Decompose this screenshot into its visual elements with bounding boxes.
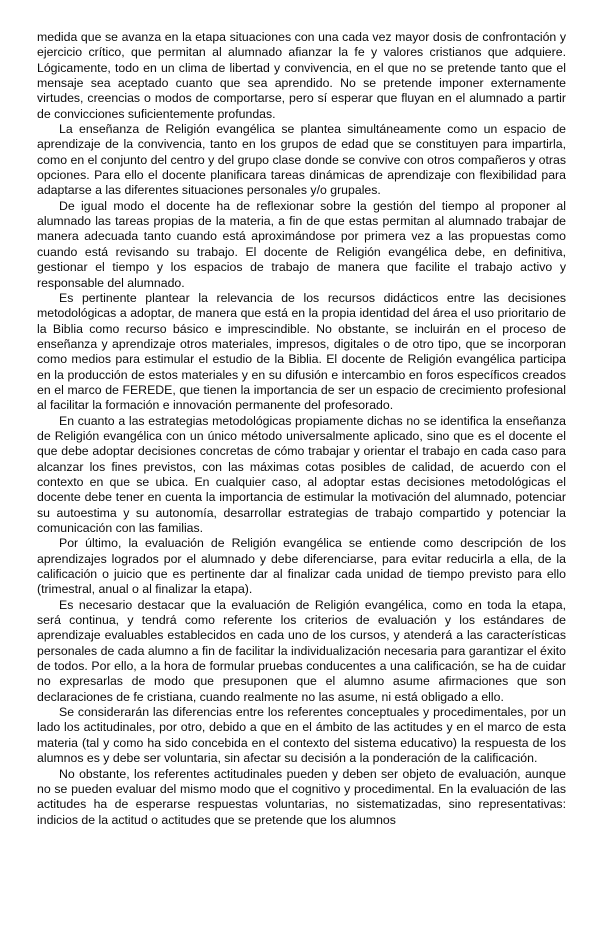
paragraph: medida que se avanza en la etapa situaciones con una cada vez mayor dosis de confrontación y ejercicio crítico, que permitan al alumnado afianzar la fe y valores cristianos que adquiere. Lógicamente, todo en un clima de libertad y convivencia, en el que no se pretende tanto que el mensaje sea aceptado cuanto que sea aprendido. No se pretende imponer externamente virtudes, creencias o modos de comportarse, pero sí esperar que fluyan en el alumnado a partir de convicciones suficientemente profundas. bbox=[37, 30, 566, 121]
paragraph: Es necesario destacar que la evaluación de Religión evangélica, como en toda la etapa, será continua, y tendrá como referente los criterios de evaluación y los estándares de aprendizaje evaluables establecidos en cada uno de los cursos, y atenderá a las características personales de cada alumno a fin de facilitar la individualización necesaria para garantizar el éxito de todos. Por ello, a la hora de formular pruebas conducentes a una calificación, se ha de cuidar no expresarlas de modo que presuponen que el alumno asume afirmaciones que son declaraciones de fe cristiana, cuando realmente no las asume, ni está obligado a ello. bbox=[37, 597, 566, 704]
paragraph: Es pertinente plantear la relevancia de los recursos didácticos entre las decisiones metodológicas a adoptar, de manera que está en la propia identidad del área el uso prioritario de la Biblia como recurso básico e imprescindible. No obstante, se incluirán en el proceso de enseñanza y aprendizaje otros materiales, impresos, digitales o de otro tipo, que se incorporan como medios para estimular el estudio de la Biblia. El docente de Religión evangélica participa en la producción de estos materiales y en su difusión e intercambio en foros específicos creados en el marco de FEREDE, que tienen la importancia de ser un espacio de crecimiento profesional al facilitar la formación e innovación permanente del profesorado. bbox=[37, 290, 566, 413]
paragraph: Por último, la evaluación de Religión evangélica se entiende como descripción de los aprendizajes logrados por el alumnado y debe diferenciarse, para evitar reducirla a ella, de la calificación o juicio que es pertinente dar al finalizar cada unidad de tiempo previsto para ello (trimestral, anual o al finalizar la etapa). bbox=[37, 536, 566, 597]
paragraph: Se considerarán las diferencias entre los referentes conceptuales y procedimentales, por un lado los actitudinales, por otro, debido a que en el ámbito de las actitudes y en el marco de esta materia (tal y como ha sido concebida en el contexto del sistema educativo) la respuesta de los alumnos es y debe ser voluntaria, sin afectar su decisión a la ponderación de la calificación. bbox=[37, 705, 566, 766]
paragraph: La enseñanza de Religión evangélica se plantea simultáneamente como un espacio de aprendizaje de la convivencia, tanto en los grupos de edad que se constituyen para impartirla, como en el conjunto del centro y del grupo clase donde se convive con otros compañeros y otras opciones. Para ello el docente planificara tareas dinámicas de aprendizaje con flexibilidad para adaptarse a las diferentes situaciones personales y/o grupales. bbox=[37, 122, 566, 198]
paragraph: No obstante, los referentes actitudinales pueden y deben ser objeto de evaluación, aunque no se pueden evaluar del mismo modo que el cognitivo y procedimental. En la evaluación de las actitudes ha de esperarse respuestas voluntarias, no sistematizadas, sino representativas: indicios de la actitud o actitudes que se pretende que los alumnos bbox=[37, 766, 566, 827]
paragraph: En cuanto a las estrategias metodológicas propiamente dichas no se identifica la enseñanza de Religión evangélica con un único método universalmente aplicado, sino que es el docente el que debe adoptar decisiones concretas de cómo trabajar y orientar el trabajo en cada caso para alcanzar los fines previstos, con las máximas cotas posibles de calidad, de acuerdo con el contexto en que se ubica. En cualquier caso, al adoptar estas decisiones metodológicas el docente debe tener en cuenta la importancia de estimular la motivación del alumnado, potenciar su autoestima y su autonomía, desarrollar estrategias de trabajo compartido y potenciar la comunicación con las familias. bbox=[37, 413, 566, 535]
document-body bbox=[37, 30, 566, 828]
paragraph: De igual modo el docente ha de reflexionar sobre la gestión del tiempo al proponer al alumnado las tareas propias de la materia, a fin de que estas permitan al alumnado trabajar de manera adecuada tanto cuando está aproximándose por primera vez a las propuestas como cuando está revisando su trabajo. El docente de Religión evangélica debe, en definitiva, gestionar el tiempo y los espacios de trabajo de manera que facilite el trabajo activo y responsable del alumnado. bbox=[37, 198, 566, 290]
